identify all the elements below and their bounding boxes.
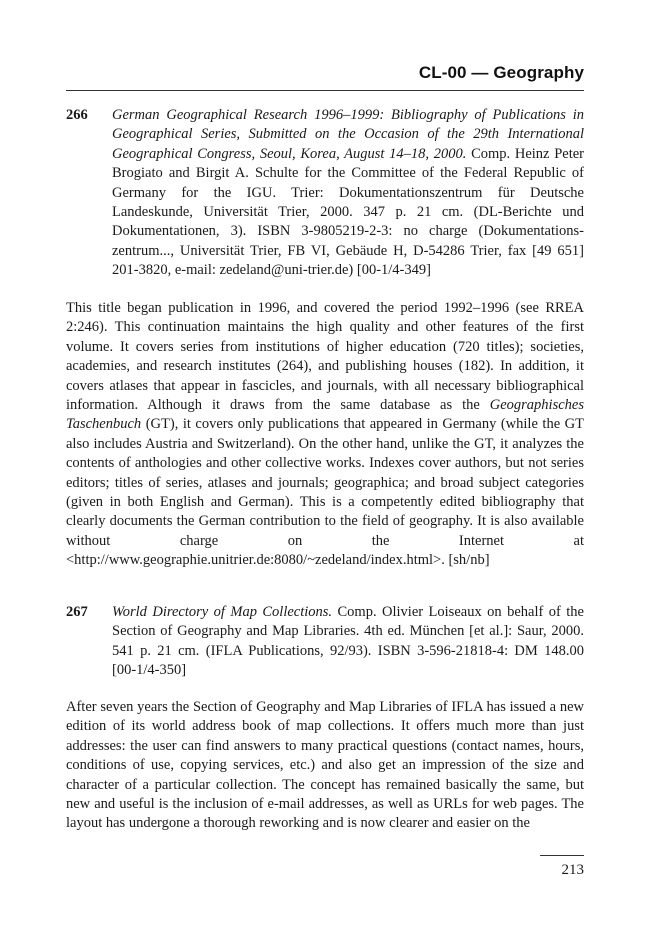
page-number: 213 <box>561 862 584 878</box>
entry-title: German Geographical Research 1996–1999: Bibliography of Publications in Geographical Series, Submitted on the Occasion of the 29th International Geographical Congress, Seoul, Korea, August 14–18, 2000. <box>112 107 584 162</box>
entry-citation <box>112 106 584 281</box>
header-rule <box>66 90 584 91</box>
entry-266 <box>66 106 584 281</box>
review-text-part-2: (GT), it covers only publications that appeared in Germany (while the GT also includes Austria and Switzerland). On the other hand, unlike the GT, it analyzes the contents of anthologies and other collective works. Indexes cover authors, but not series editors; titles of series, atlases and journals; geographica; and broad subject categories (given in both English and German). This is a competently edited bibliography that clearly documents the German contribution to the field of geography. It is also available without charge on the Internet at <http://www.geographie.unitrier.de:8080/~zedeland/index.html>. [sh/nb] <box>66 416 584 569</box>
running-header-title: CL-00 — Geography <box>418 63 584 82</box>
entry-266-review <box>66 299 584 571</box>
review-text-part-1: This title began publication in 1996, and covered the period 1992–1996 (see RREA 2:246). This continuation maintains the high quality and other features of the first volume. It covers series from institutions of higher education (720 titles); societies, academies, and research institutes (264), and publishing houses (182). In addition, it covers atlases that appear in fascicles, and journals, with all necessary bibliographical information. Although it draws from the same database as the <box>66 300 584 414</box>
entry-citation-details: Comp. Heinz Peter Brogiato and Birgit A. Schulte for the Committee of the Federal Republic of Germany for the IGU. Trier: Dokumentationszentrum für Deutsche Landeskunde, Universität Trier, 2000. 347 p. 21 cm. (DL-Berichte und Dokumentationen, 3). ISBN 3-9805219-2-3: no charge (Dokumentations-zentrum..., Universität Trier, FB VI, Gebäude H, D-54286 Trier, fax [49 651] 201-3820, e-mail: zedeland@uni-trier.de) [00-1/4-349] <box>112 145 584 279</box>
entry-267-review: After seven years the Section of Geography and Map Libraries of IFLA has issued a new edition of its world address book of map collections. It offers much more than just addresses: the user can find answers to many practical questions (contact names, hours, conditions of use, copying services, etc.) and also get an impression of the size and character of a particular collection. The concept has remained basically the same, but new and useful is the inclusion of e-mail addresses, as well as URLs for web pages. The layout has undergone a thorough reworking and is now clearer and easier on the <box>66 699 584 832</box>
entry-citation <box>112 603 584 681</box>
entry-267 <box>66 603 584 681</box>
footer-rule <box>540 855 584 856</box>
review-italic-title: Geographisches Taschenbuch <box>66 397 584 433</box>
entry-number: 266 <box>66 107 88 123</box>
entry-title: World Directory of Map Collections. <box>112 604 333 620</box>
entry-number: 267 <box>66 604 88 620</box>
entry-citation-details: Comp. Olivier Loiseaux on behalf of the Section of Geography and Map Libraries. 4th ed. München [et al.]: Saur, 2000. 541 p. 21 cm. (IFLA Publications, 92/93). ISBN 3-596-21818-4: DM 148.00 [00-1/4-350] <box>112 604 584 679</box>
